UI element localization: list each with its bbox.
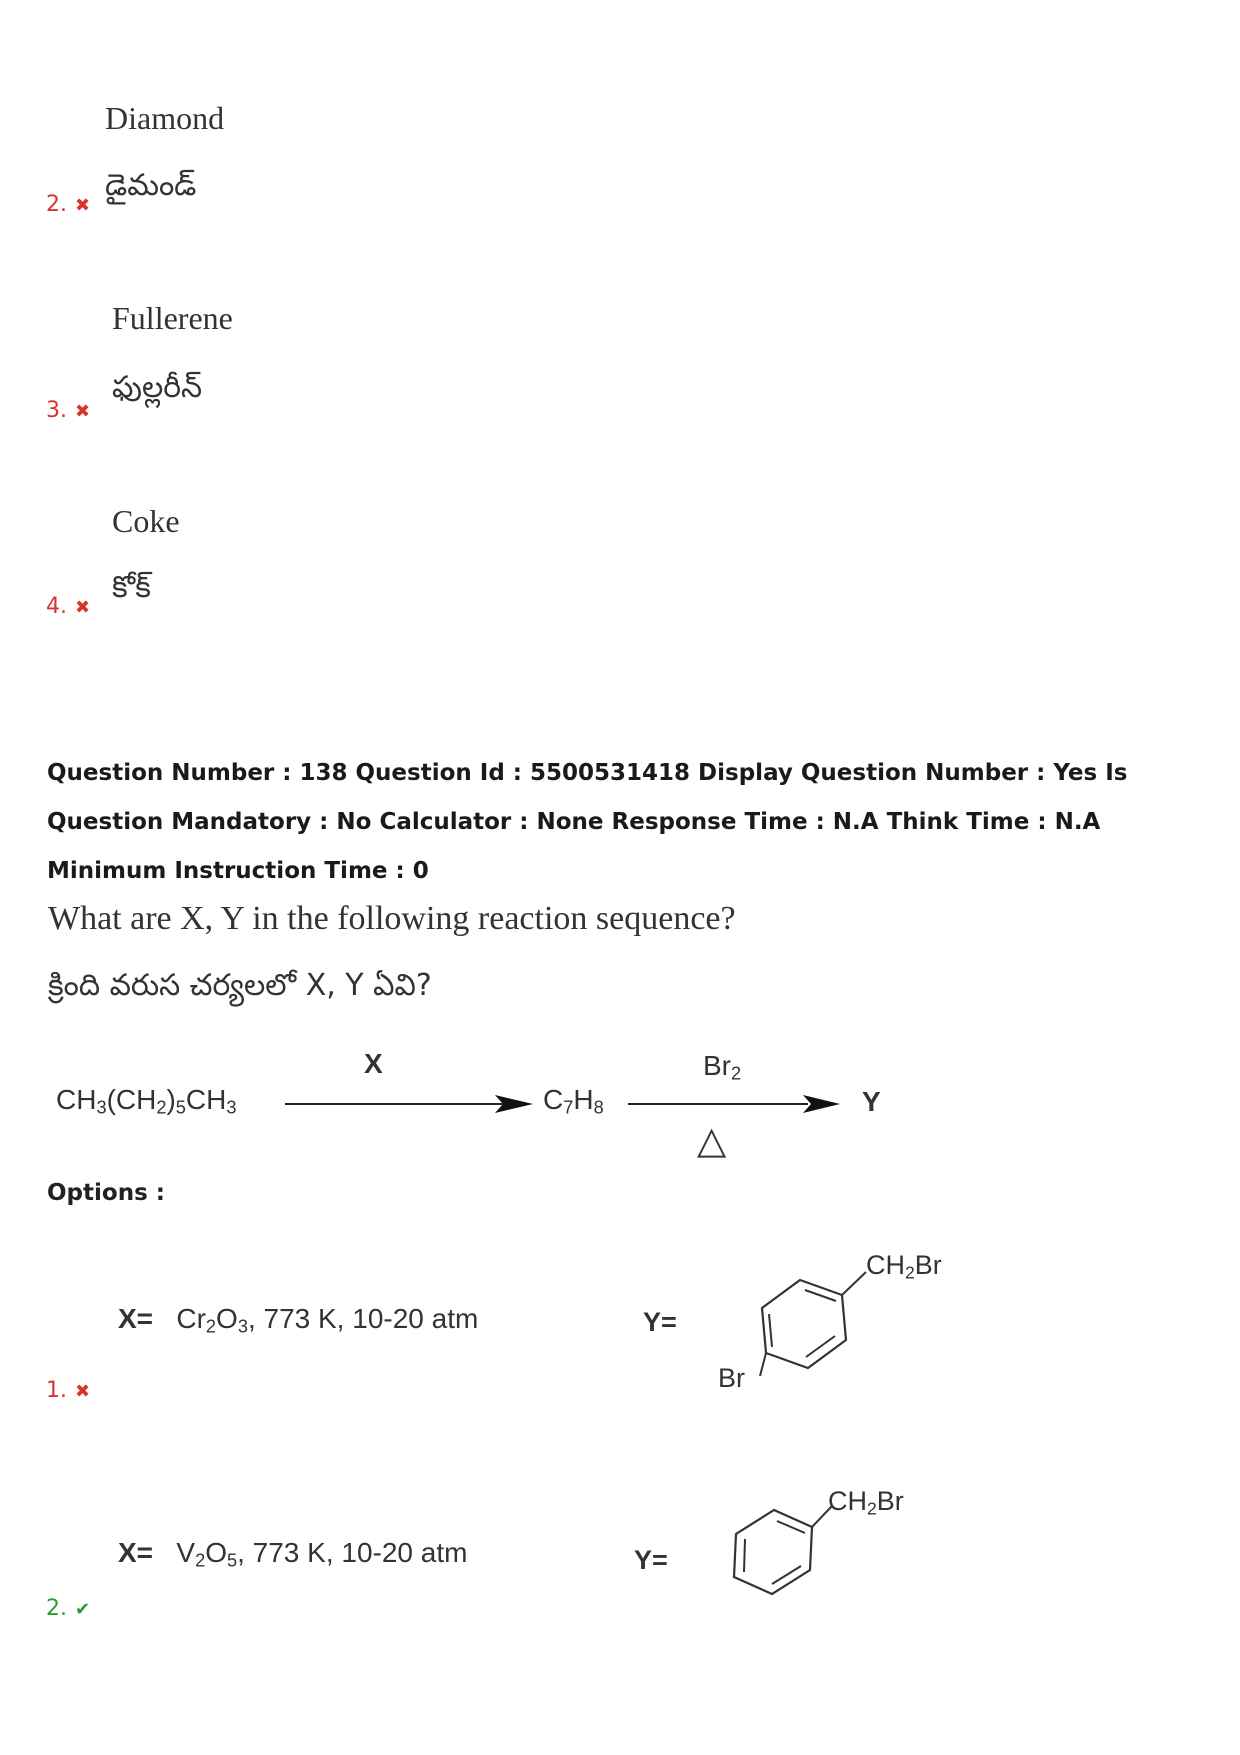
reaction-arrow-2	[628, 1092, 843, 1116]
reagent-br2	[703, 1050, 741, 1085]
intermediate-part: C	[543, 1084, 564, 1115]
option-1-number	[46, 1378, 90, 1403]
catalyst-part: Cr	[176, 1303, 206, 1334]
option-4-telugu: కోక్	[112, 570, 151, 605]
question-meta: Question Number : 138 Question Id : 5500531418 Display Question Number : Yes Is Question Mandatory : No Calculator : None Response Time : N.A Think Time : N.A Minimum Instruction Time : 0	[47, 760, 1128, 884]
reagent-part: Br	[703, 1050, 731, 1081]
reactant-part: CH	[185, 1084, 227, 1115]
option-1-benzene-ring	[750, 1268, 870, 1388]
catalyst-sub: 5	[226, 1550, 238, 1571]
intermediate	[543, 1084, 604, 1119]
catalyst-sub: 2	[195, 1550, 206, 1571]
intermediate-sub: 8	[593, 1097, 604, 1118]
option-1-substituent-bottom: Br	[718, 1363, 745, 1393]
option-4-number	[46, 594, 90, 619]
reactant-sub: 3	[96, 1097, 107, 1118]
substituent-sub: 2	[867, 1498, 877, 1519]
catalyst-part: V	[176, 1537, 196, 1568]
option-3-english: Fullerene	[112, 300, 233, 336]
conditions: , 773 K, 10-20 atm	[247, 1303, 479, 1334]
option-number-label: 4.	[46, 594, 67, 619]
option-2-y-label: Y=	[634, 1545, 668, 1575]
option-2-substituent-top	[828, 1486, 904, 1519]
option-2-benzene-ring	[720, 1500, 840, 1610]
option-1-x	[118, 1303, 478, 1338]
check-mark-icon: ✔	[75, 1599, 91, 1620]
reactant-sub: 5	[175, 1097, 186, 1118]
option-number-label: 2.	[46, 1596, 67, 1621]
catalyst-part: O	[216, 1303, 238, 1334]
x-label: X=	[118, 1303, 154, 1334]
heat-icon: △	[697, 1120, 727, 1162]
question-telugu: క్రింది వరుస చర్యలలో X, Y ఏవి?	[48, 968, 432, 1003]
catalyst-part: O	[205, 1537, 227, 1568]
reactant-part: (CH	[106, 1084, 157, 1115]
option-2-correct-number	[46, 1596, 90, 1621]
wrong-mark-icon: ✖	[75, 597, 91, 618]
reactant-part: CH	[56, 1084, 97, 1115]
reaction-arrow-1	[285, 1092, 535, 1116]
intermediate-part: H	[573, 1084, 594, 1115]
option-2-number	[46, 192, 90, 217]
catalyst-sub: 3	[237, 1316, 248, 1337]
reactant-sub: 2	[156, 1097, 167, 1118]
substituent-part: CH	[828, 1486, 867, 1516]
option-4-english: Coke	[112, 503, 180, 539]
reactant	[56, 1084, 237, 1119]
wrong-mark-icon: ✖	[75, 195, 91, 216]
option-number-label: 2.	[46, 192, 67, 217]
product-y: Y	[862, 1086, 881, 1117]
substituent-part: CH	[866, 1250, 905, 1280]
wrong-mark-icon: ✖	[75, 1381, 91, 1402]
option-2-english: Diamond	[105, 100, 225, 136]
substituent-part: Br	[876, 1486, 904, 1516]
wrong-mark-icon: ✖	[75, 401, 91, 422]
intermediate-sub: 7	[563, 1097, 574, 1118]
options-label: Options :	[47, 1180, 165, 1206]
option-3-telugu: ఫుల్లరీన్	[112, 370, 203, 405]
option-2-x	[118, 1537, 467, 1572]
substituent-sub: 2	[905, 1262, 915, 1283]
option-1-substituent-top	[866, 1250, 942, 1283]
option-1-y-label: Y=	[643, 1307, 677, 1337]
reagent-x: X	[364, 1048, 383, 1079]
reactant-part: )	[166, 1084, 176, 1115]
option-3-number	[46, 398, 90, 423]
x-label: X=	[118, 1537, 154, 1568]
option-2-telugu: డైమండ్	[105, 168, 197, 203]
reagent-sub: 2	[731, 1063, 742, 1084]
option-number-label: 3.	[46, 398, 67, 423]
catalyst-sub: 2	[205, 1316, 217, 1337]
substituent-part: Br	[914, 1250, 942, 1280]
question-english: What are X, Y in the following reaction sequence?	[48, 900, 736, 937]
conditions: , 773 K, 10-20 atm	[237, 1537, 468, 1568]
reactant-sub: 3	[226, 1097, 237, 1118]
option-number-label: 1.	[46, 1378, 67, 1403]
